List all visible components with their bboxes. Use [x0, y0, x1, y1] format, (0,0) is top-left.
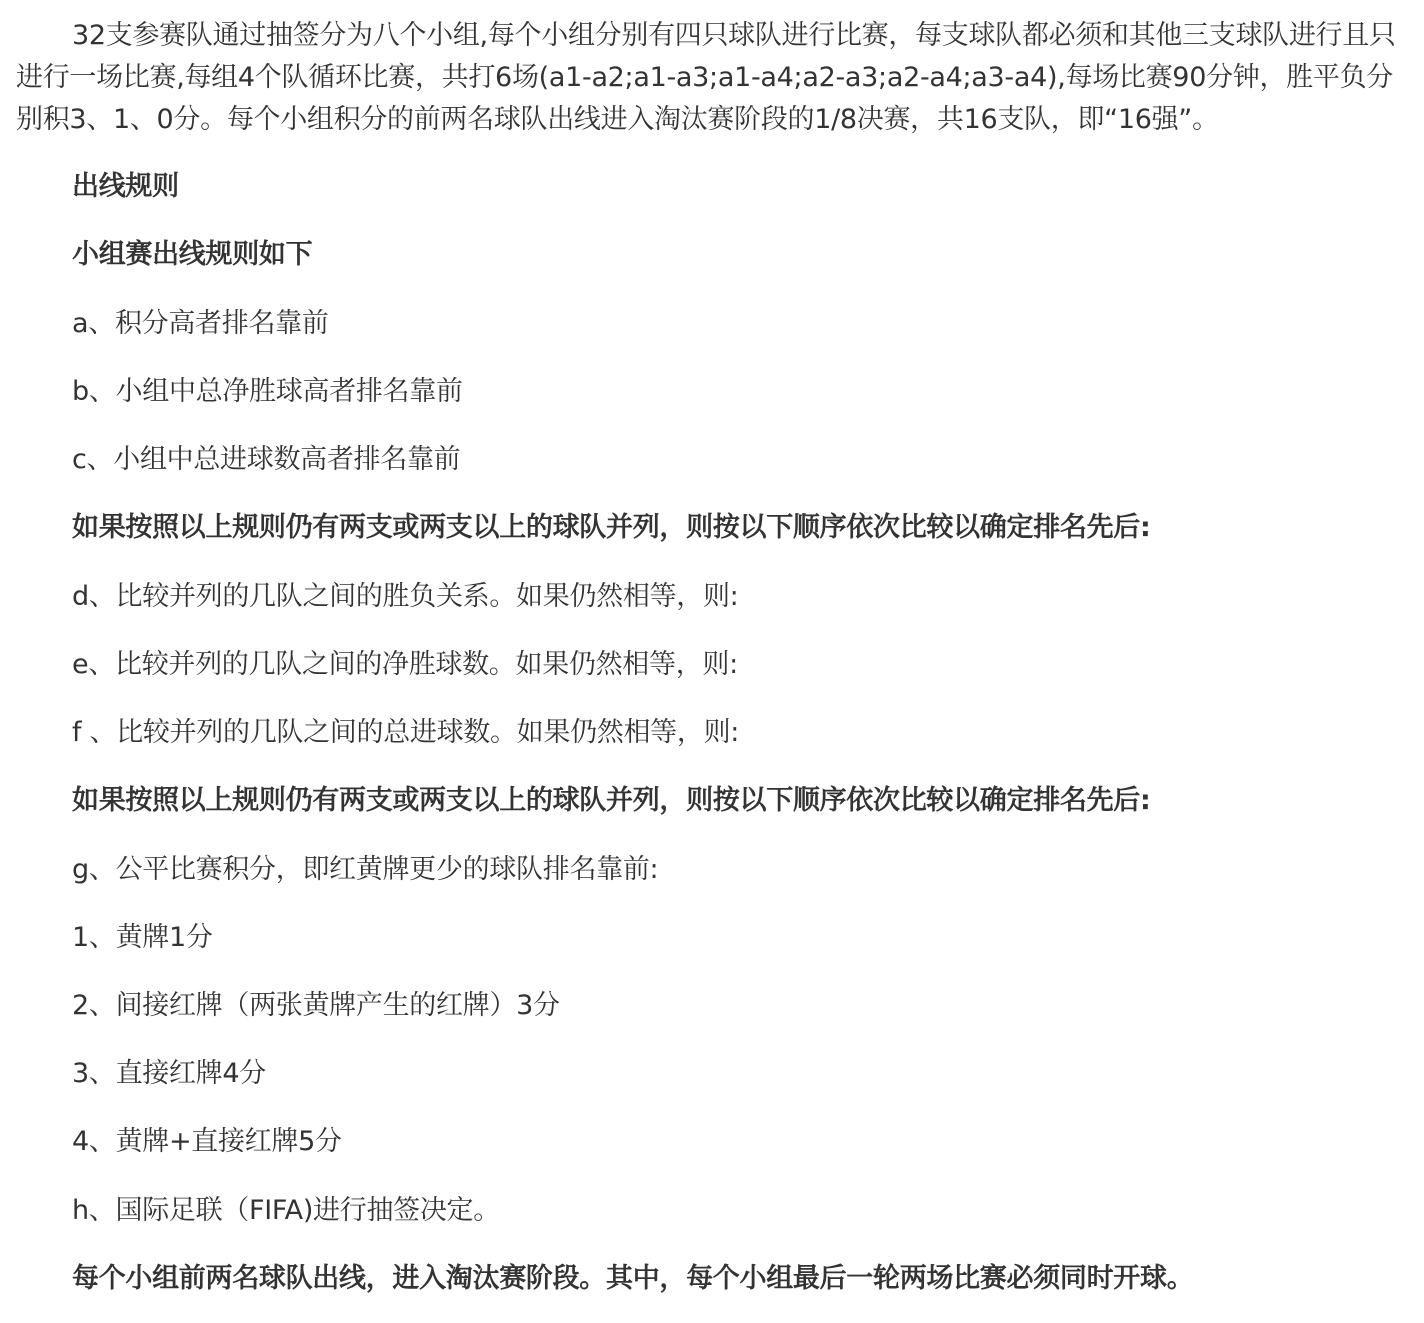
- rule-a: a、积分高者排名靠前: [72, 308, 329, 339]
- tie-note-1: 如果按照以上规则仍有两支或两支以上的球队并列，则按以下顺序依次比较以确定排名先后:: [72, 512, 1151, 543]
- rule-g-item-4: 4、黄牌+直接红牌5分: [72, 1126, 342, 1157]
- rule-e: e、比较并列的几队之间的净胜球数。如果仍然相等，则:: [72, 649, 738, 680]
- rule-f: f 、比较并列的几队之间的总进球数。如果仍然相等，则:: [72, 717, 740, 748]
- section-subheading: 小组赛出线规则如下: [72, 239, 313, 270]
- tie-note-2: 如果按照以上规则仍有两支或两支以上的球队并列，则按以下顺序依次比较以确定排名先后:: [72, 785, 1151, 816]
- section-heading: 出线规则: [72, 171, 179, 202]
- intro-paragraph: 32支参赛队通过抽签分为八个小组,每个小组分别有四只球队进行比赛，每支球队都必须和其他三支球队进行且只进行一场比赛,每组4个队循环比赛，共打6场(a1-a2;a1-a3;a1-a4;a2-a3;a2-a4;a3-a4),每场比赛90分钟，胜平负分别积3、1、0分。每个小组积分的前两名球队出线进入淘汰赛阶段的1/8决赛，共16支队，即“16强”。: [16, 20, 1396, 135]
- rule-b: b、小组中总净胜球高者排名靠前: [72, 376, 463, 407]
- rule-g: g、公平比赛积分，即红黄牌更少的球队排名靠前:: [72, 854, 659, 885]
- rule-g-item-2: 2、间接红牌（两张黄牌产生的红牌）3分: [72, 990, 560, 1021]
- rule-d: d、比较并列的几队之间的胜负关系。如果仍然相等，则:: [72, 581, 739, 612]
- rule-h: h、国际足联（FIFA)进行抽签决定。: [72, 1195, 500, 1226]
- rule-g-item-3: 3、直接红牌4分: [72, 1058, 266, 1089]
- rule-c: c、小组中总进球数高者排名靠前: [72, 444, 461, 475]
- conclusion: 每个小组前两名球队出线，进入淘汰赛阶段。其中，每个小组最后一轮两场比赛必须同时开球。: [72, 1263, 1194, 1294]
- rule-g-item-1: 1、黄牌1分: [72, 922, 213, 953]
